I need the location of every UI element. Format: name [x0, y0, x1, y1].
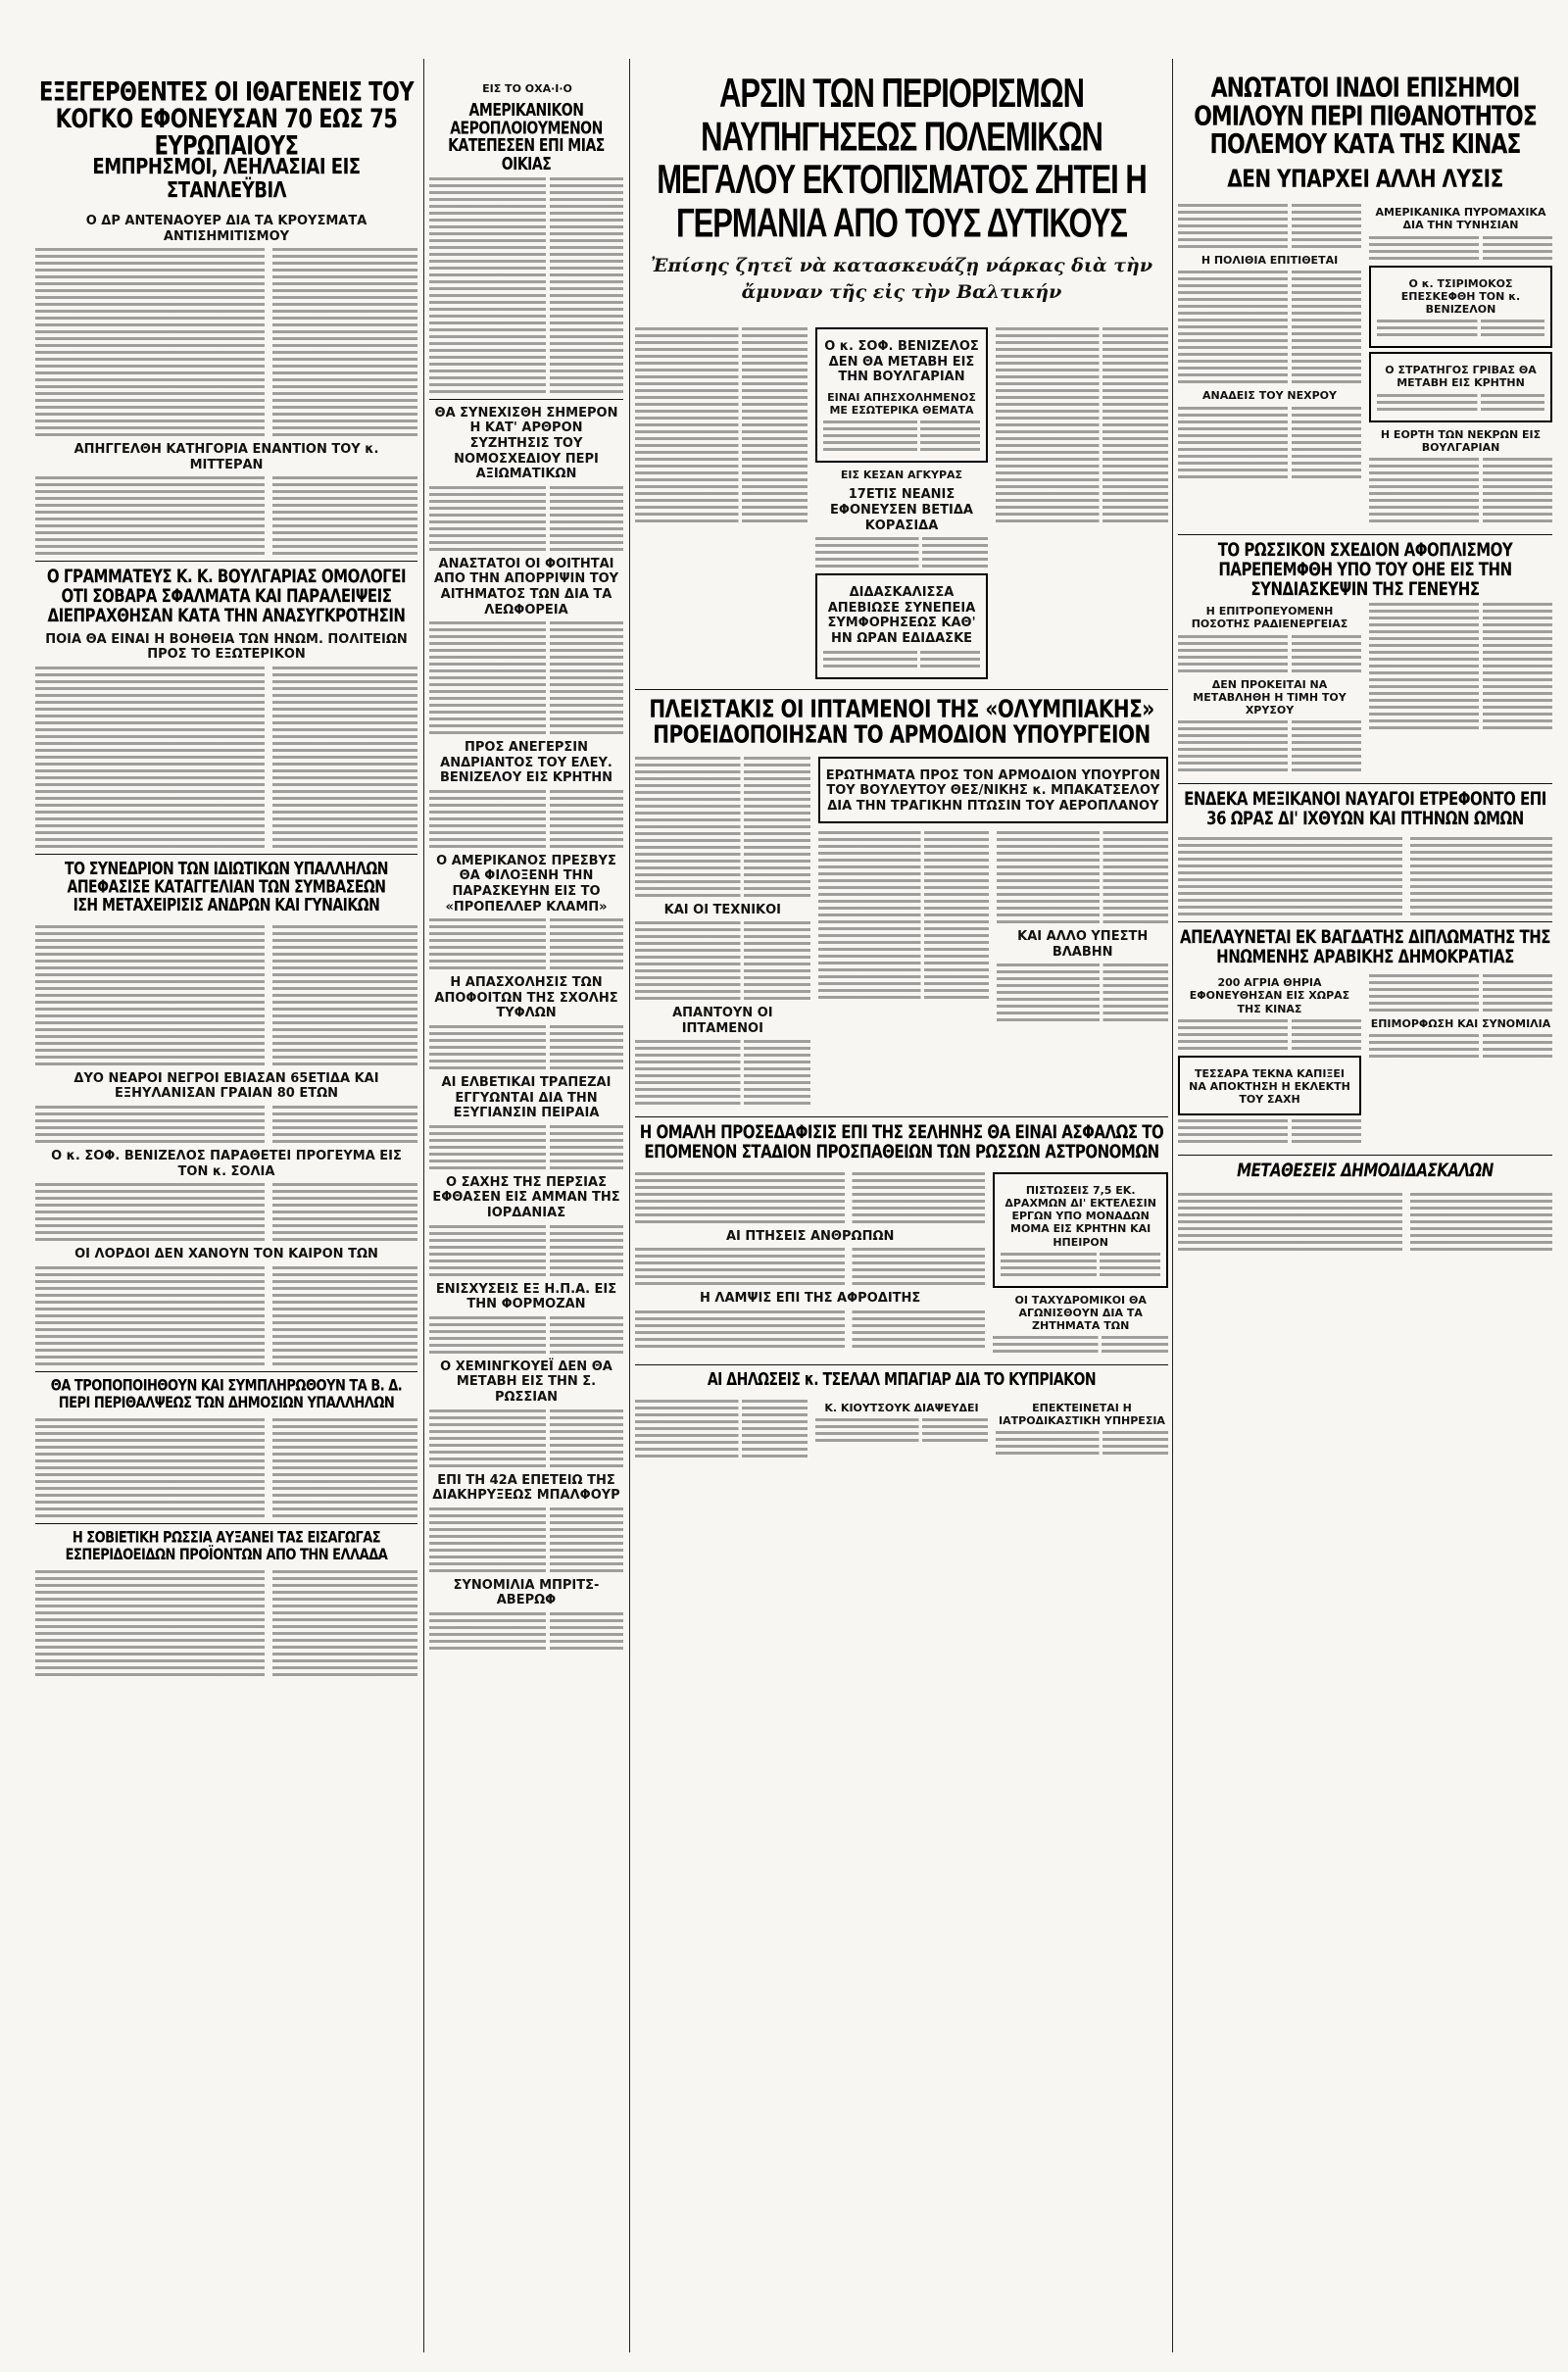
subhead: Η ΛΑΜΨΙΣ ΕΠΙ ΤΗΣ ΑΦΡΟΔΙΤΗΣ [700, 1291, 921, 1307]
article-body [823, 651, 980, 667]
article-body [1369, 458, 1552, 522]
kicker [431, 82, 623, 95]
subhead: ΑΠΗΓΓΕΛΘΗ ΚΑΤΗΓΟΡΙΑ ΕΝΑΝΤΙΟΝ ΤΟΥ κ. ΜΙΤΤΕΡΑΝ [74, 442, 379, 472]
headline: ΤΟ ΡΩΣΣΙΚΟΝ ΣΧΕΔΙΟΝ ΑΦΟΠΛΙΣΜΟΥ ΠΑΡΕΠΕΜΦΘΗ ΥΠΟ ΤΟΥ ΟΗΕ ΕΙΣ ΤΗΝ ΣΥΝΔΙΑΣΚΕΨΙΝ ΤΗΣ ΓΕΝΕΥΗΣ [1217, 538, 1513, 600]
article-body [815, 537, 988, 568]
column-2 [429, 102, 623, 2356]
article-body [429, 1612, 623, 1650]
headline: ΕΝΔΕΚΑ ΜΕΞΙΚΑΝΟΙ ΝΑΥΑΓΟΙ ΕΤΡΕΦΟΝΤΟ ΕΠΙ 36 ΩΡΑΣ ΔΙ' ΙΧΘΥΩΝ ΚΑΙ ΠΤΗΝΩΝ ΩΜΩΝ [1184, 787, 1546, 829]
boxed-story [815, 327, 988, 463]
article-body [823, 420, 980, 451]
subhead: 17ΕΤΙΣ ΝΕΑΝΙΣ ΕΦΟΝΕΥΣΕΝ ΒΕΤΙΔΑ ΚΟΡΑΣΙΔΑ [830, 487, 973, 533]
subhead: Ο κ. ΣΟΦ. ΒΕΝΙΖΕΛΟΣ ΠΑΡΑΘΕΤΕΙ ΠΡΟΓΕΥΜΑ ΕΙΣ ΤΟΝ κ. ΣΟΛΙΑ [51, 1148, 402, 1179]
article-body [1178, 204, 1361, 248]
article-body [1178, 1193, 1552, 1251]
article-body [1178, 407, 1361, 478]
article-body [1369, 603, 1552, 729]
boxed-story [818, 757, 1168, 824]
column-rule [629, 59, 630, 2352]
headline-sub: ΙΣΗ ΜΕΤΑΧΕΙΡΙΣΙΣ ΑΝΔΡΩΝ ΚΑΙ ΓΥΝΑΙΚΩΝ [73, 895, 380, 915]
subhead: ΑΙ ΕΛΒΕΤΙΚΑΙ ΤΡΑΠΕΖΑΙ ΕΓΓΥΩΝΤΑΙ ΔΙΑ ΤΗΝ ΕΞΥΓΙΑΝΣΙΝ ΠΕΙΡΑΙΑ [441, 1075, 612, 1121]
subhead: 200 ΑΓΡΙΑ ΘΗΡΙΑ ΕΦΟΝΕΥΘΗΣΑΝ ΕΙΣ ΧΩΡΑΣ ΤΗΣ ΚΙΝΑΣ [1189, 976, 1350, 1015]
subhead: ΚΑΙ ΑΛΛΟ ΥΠΕΣΤΗ ΒΛΑΒΗΝ [1017, 929, 1149, 960]
subcolumn [815, 323, 988, 683]
subhead: Ο ΑΜΕΡΙΚΑΝΟΣ ΠΡΕΣΒΥΣ ΘΑ ΦΙΛΟΞΕΝΗ ΤΗΝ ΠΑΡΑΣΚΕΥΗΝ ΕΙΣ ΤΟ «ΠΡΟΠΕΛΛΕΡ ΚΛΑΜΠ» [436, 853, 616, 914]
subcolumn [996, 323, 1168, 683]
subhead: ΟΙ ΛΟΡΔΟΙ ΔΕΝ ΧΑΝΟΥΝ ΤΟΝ ΚΑΙΡΟΝ ΤΩΝ [74, 1247, 378, 1262]
article-body [997, 831, 1168, 923]
subcolumn [1178, 599, 1361, 777]
subhead: ΕΝΙΣΧΥΣΕΙΣ ΕΞ Η.Π.Α. ΕΙΣ ΤΗΝ ΦΟΡΜΟΖΑΝ [435, 1281, 617, 1312]
article-body [635, 757, 810, 897]
subhead: ΑΝΑΔΕΙΣ ΤΟΥ ΝΕΧΡΟΥ [1202, 389, 1337, 403]
subhead: Η ΕΠΙΤΡΟΠΕΥΟΜΕΝΗ ΠΟΣΟΤΗΣ ΡΑΔΙΕΝΕΡΓΕΙΑΣ [1191, 605, 1348, 631]
article-body [993, 1336, 1168, 1353]
subhead: Η ΑΠΑΣΧΟΛΗΣΙΣ ΤΩΝ ΑΠΟΦΟΙΤΩΝ ΤΗΣ ΣΧΟΛΗΣ ΤΥΦΛΩΝ [434, 975, 618, 1021]
article-body [815, 1418, 988, 1442]
article-body [35, 1183, 417, 1241]
subcolumn [635, 1168, 985, 1359]
article-body [1377, 394, 1544, 411]
subhead: Ο κ. ΣΟΦ. ΒΕΝΙΖΕΛΟΣ ΔΕΝ ΘΑ ΜΕΤΑΒΗ ΕΙΣ ΤΗΝ ΒΟΥΛΓΑΡΙΑΝ [824, 339, 979, 385]
subcolumn [1369, 970, 1552, 1149]
article-body [35, 667, 417, 848]
subhead: ΟΙ ΤΑΧΥΔΡΟΜΙΚΟΙ ΘΑ ΑΓΩΝΙΣΘΟΥΝ ΔΙΑ ΤΑ ΖΗΤΗΜΑΤΑ ΤΩΝ [1014, 1293, 1147, 1333]
article-body [635, 1310, 985, 1348]
article-body [35, 1266, 417, 1365]
headline: ΑΝΩΤΑΤΟΙ ΙΝΔΟΙ ΕΠΙΣΗΜΟΙ ΟΜΙΛΟΥΝ ΠΕΡΙ ΠΙΘΑΝΟΤΗΤΟΣ ΠΟΛΕΜΟΥ ΚΑΤΑ ΤΗΣ ΚΙΝΑΣ [1194, 74, 1537, 161]
subhead: ΔΙΔΑΣΚΑΛΙΣΣΑ ΑΠΕΒΙΩΣΕ ΣΥΝΕΠΕΙΑ ΣΥΜΦΟΡΗΣΕΩΣ ΚΑΘ' ΗΝ ΩΡΑΝ ΕΔΙΔΑΣΚΕ [827, 585, 976, 646]
article-body [1178, 720, 1361, 771]
article-body [1178, 271, 1361, 383]
headline: Η ΟΜΑΛΗ ΠΡΟΣΕΔΑΦΙΣΙΣ ΕΠΙ ΤΗΣ ΣΕΛΗΝΗΣ ΘΑ ΕΙΝΑΙ ΑΣΦΑΛΩΣ ΤΟ ΕΠΟΜΕΝΟΝ ΣΤΑΔΙΟΝ ΠΡΟΣΠΑΘΕΙΩΝ ΤΩΝ ΡΩΣΣΩΝ ΑΣΤΡΟΝΟΜΩΝ [639, 1120, 1164, 1162]
headline: ΕΞΕΓΕΡΘΕΝΤΕΣ ΟΙ ΙΘΑΓΕΝΕΙΣ ΤΟΥ ΚΟΓΚΟ ΕΦΟΝΕΥΣΑΝ 70 ΕΩΣ 75 ΕΥΡΩΠΑΙΟΥΣ [38, 76, 415, 161]
subhead: ΑΠΑΝΤΟΥΝ ΟΙ ΙΠΤΑΜΕΝΟΙ [672, 1006, 773, 1036]
article-body [635, 1400, 808, 1458]
subcolumn [993, 1168, 1168, 1359]
subhead: ΤΕΣΣΑΡΑ ΤΕΚΝΑ ΚΑΠΙΞΕΙ ΝΑ ΑΠΟΚΤΗΣΗ Η ΕΚΛΕΚΤΗ ΤΟΥ ΣΑΧΗ [1189, 1066, 1350, 1107]
headline: Η ΣΟΒΙΕΤΙΚΗ ΡΩΣΣΙΑ ΑΥΞΑΝΕΙ ΤΑΣ ΕΙΣΑΓΩΓΑΣ ΕΣΠΕΡΙΔΟΕΙΔΩΝ ΠΡΟΪΟΝΤΩΝ ΑΠΟ ΤΗΝ ΕΛΛΑΔΑ [65, 1528, 388, 1564]
article-body [429, 790, 623, 848]
article-body [35, 1106, 417, 1143]
subhead: ΔΥΟ ΝΕΑΡΟΙ ΝΕΓΡΟΙ ΕΒΙΑΣΑΝ 65ΕΤΙΔΑ ΚΑΙ ΕΞΗΥΛΑΝΙΣΑΝ ΓΡΑΙΑΝ 80 ΕΤΩΝ [74, 1070, 379, 1102]
headline: ΠΛΕΙΣΤΑΚΙΣ ΟΙ ΙΠΤΑΜΕΝΟΙ ΤΗΣ «ΟΛΥΜΠΙΑΚΗΣ» ΠΡΟΕΙΔΟΠΟΙΗΣΑΝ ΤΟ ΑΡΜΟΔΙΟΝ ΥΠΟΥΡΓΕΙΟΝ [649, 693, 1154, 749]
headline: ΜΕΤΑΘΕΣΕΙΣ ΔΗΜΟΔΙΔΑΣΚΑΛΩΝ [1237, 1159, 1494, 1182]
subhead: ΕΡΩΤΗΜΑΤΑ ΠΡΟΣ ΤΟΝ ΑΡΜΟΔΙΟΝ ΥΠΟΥΡΓΟΝ ΤΟΥ ΒΟΥΛΕΥΤΟΥ ΘΕΣ/ΝΙΚΗΣ κ. ΜΠΑΚΑΤΣΕΛΟΥ ΔΙΑ ΤΗΝ ΤΡΑΓΙΚΗΝ ΠΤΩΣΙΝ ΤΟΥ ΑΕΡΟΠΛΑΝΟΥ [825, 767, 1160, 814]
subhead: ΠΡΟΣ ΑΝΕΓΕΡΣΙΝ ΑΝΔΡΙΑΝΤΟΣ ΤΟΥ ΕΛΕΥ. ΒΕΝΙΖΕΛΟΥ ΕΙΣ ΚΡΗΤΗΝ [439, 740, 613, 786]
article-body [429, 1225, 623, 1276]
subhead: ΑΝΑΣΤΑΤΟΙ ΟΙ ΦΟΙΤΗΤΑΙ ΑΠΟ ΤΗΝ ΑΠΟΡΡΙΨΙΝ ΤΟΥ ΑΙΤΗΜΑΤΟΣ ΤΩΝ ΔΙΑ ΤΑ ΛΕΩΦΟΡΕΙΑ [433, 556, 619, 618]
article-body [997, 964, 1168, 1021]
article-body [635, 1248, 985, 1285]
headline: ΤΟ ΣΥΝΕΔΡΙΟΝ ΤΩΝ ΙΔΙΩΤΙΚΩΝ ΥΠΑΛΛΗΛΩΝ ΑΠΕΦΑΣΙΣΕ ΚΑΤΑΓΓΕΛΙΑΝ ΤΩΝ ΣΥΜΒΑΣΕΩΝ [65, 859, 388, 897]
article-body [635, 1172, 985, 1223]
subhead: ΚΑΙ ΟΙ ΤΕΧΝΙΚΟΙ [663, 902, 782, 917]
subcolumn [635, 323, 808, 683]
subcolumn [635, 753, 810, 1112]
subhead: ΣΥΝΟΜΙΛΙΑ ΜΠΡΙΤΣ-ΑΒΕΡΩΦ [453, 1577, 600, 1608]
article-body [35, 1418, 417, 1517]
article-body [429, 1507, 623, 1572]
column-4 [1178, 74, 1552, 2358]
article-body [1178, 1119, 1361, 1143]
article-body [1369, 1034, 1552, 1058]
subhead: ΕΠΙ ΤΗ 42Α ΕΠΕΤΕΙΩ ΤΗΣ ΔΙΑΚΗΡΥΞΕΩΣ ΜΠΑΛΦΟΥΡ [432, 1472, 620, 1504]
headline: ΑΠΕΛΑΥΝΕΤΑΙ ΕΚ ΒΑΓΔΑΤΗΣ ΔΙΠΛΩΜΑΤΗΣ ΤΗΣ ΗΝΩΜΕΝΗΣ ΑΡΑΒΙΚΗΣ ΔΗΜΟΚΡΑΤΙΑΣ [1179, 925, 1551, 967]
article-body [429, 918, 623, 969]
subhead: ΔΕΝ ΠΡΟΚΕΙΤΑΙ ΝΑ ΜΕΤΑΒΛΗΘΗ Η ΤΙΜΗ ΤΟΥ ΧΡΥΣΟΥ [1193, 677, 1347, 717]
article-body [1178, 635, 1361, 672]
article-body [1178, 1019, 1361, 1050]
subhead: ΠΟΙΑ ΘΑ ΕΙΝΑΙ Η ΒΟΗΘΕΙΑ ΤΩΝ ΗΝΩΜ. ΠΟΛΙΤΕΙΩΝ ΠΡΟΣ ΤΟ ΕΞΩΤΕΡΙΚΟΝ [45, 631, 408, 663]
subhead: Η ΠΟΛΙΘΙΑ ΕΠΙΤΙΘΕΤΑΙ [1200, 254, 1339, 268]
article-body [35, 925, 417, 1065]
headline-sub: ΔΕΝ ΥΠΑΡΧΕΙ ΑΛΛΗ ΛΥΣΙΣ [1227, 163, 1503, 193]
article-body [1369, 974, 1552, 1012]
article-body [429, 486, 623, 551]
boxed-story [1178, 1056, 1361, 1116]
subhead: Κ. ΚΙΟΥΤΣΟΥΚ ΔΙΑΨΕΥΔΕΙ [824, 1401, 979, 1414]
subhead: Ο ΣΤΡΑΤΗΓΟΣ ΓΡΙΒΑΣ ΘΑ ΜΕΤΑΒΗ ΕΙΣ ΚΡΗΤΗΝ [1385, 364, 1537, 390]
article-body [35, 476, 417, 555]
subhead: ΕΠΕΚΤΕΙΝΕΤΑΙ Η ΙΑΤΡΟΔΙΚΑΣΤΙΚΗ ΥΠΗΡΕΣΙΑ [999, 1401, 1165, 1428]
subcolumn [1178, 970, 1361, 1149]
subhead: Ο κ. ΤΣΙΡΙΜΟΚΟΣ ΕΠΕΣΚΕΦΘΗ ΤΟΝ κ. ΒΕΝΙΖΕΛΟΝ [1400, 276, 1521, 317]
column-1 [35, 74, 417, 2358]
boxed-story [993, 1172, 1168, 1288]
article-body [429, 1316, 623, 1354]
subhead: ΑΙ ΠΤΗΣΕΙΣ ΑΝΘΡΩΠΩΝ [725, 1228, 895, 1244]
article-body [429, 1409, 623, 1467]
article-body [429, 1025, 623, 1069]
article-body [635, 327, 808, 522]
article-body [1001, 1253, 1160, 1276]
subhead: ΑΜΕΡΙΚΑΝΙΚΑ ΠΥΡΟΜΑΧΙΚΑ ΔΙΑ ΤΗΝ ΤΥΝΗΣΙΑΝ [1375, 206, 1546, 232]
article-body [35, 1570, 417, 1676]
subhead: Ο ΧΕΜΙΝΓΚΟΥΕΪ ΔΕΝ ΘΑ ΜΕΤΑΒΗ ΕΙΣ ΤΗΝ Σ. ΡΩΣΣΙΑΝ [440, 1359, 612, 1405]
article-body [1377, 320, 1544, 336]
subhead: Η ΕΟΡΤΗ ΤΩΝ ΝΕΚΡΩΝ ΕΙΣ ΒΟΥΛΓΑΡΙΑΝ [1380, 427, 1542, 454]
boxed-story [1369, 352, 1552, 421]
article-body [1178, 837, 1552, 915]
subhead: ΘΑ ΣΥΝΕΧΙΣΘΗ ΣΗΜΕΡΟΝ Η ΚΑΤ' ΑΡΘΡΟΝ ΣΥΖΗΤΗΣΙΣ ΤΟΥ ΝΟΜΟΣΧΕΔΙΟΥ ΠΕΡΙ ΑΞΙΩΜΑΤΙΚΩΝ [434, 405, 618, 482]
article-body [635, 1040, 810, 1105]
headline: ΘΑ ΤΡΟΠΟΠΟΙΗΘΟΥΝ ΚΑΙ ΣΥΜΠΛΗΡΩΘΟΥΝ ΤΑ Β. Δ. ΠΕΡΙ ΠΕΡΙΘΑΛΨΕΩΣ ΤΩΝ ΔΗΜΟΣΙΩΝ ΥΠΑΛΛΗΛΩΝ [50, 1376, 403, 1412]
boxed-story [1369, 266, 1552, 349]
subhead: ΕΙΣ ΚΕΣΑΝ ΑΓΚΥΡΑΣ [840, 469, 963, 482]
article-body [429, 1125, 623, 1169]
main-banner [635, 70, 1168, 246]
subhead: ΠΙΣΤΩΣΕΙΣ 7,5 ΕΚ. ΔΡΑΧΜΩΝ ΔΙ' ΕΚΤΕΛΕΣΙΝ ΕΡΓΩΝ ΥΠΟ ΜΟΝΑΔΩΝ ΜΟΜΑ ΕΙΣ ΚΡΗΤΗΝ ΚΑΙ ΗΠΕΙΡΟΝ [1004, 1183, 1156, 1249]
column-rule [423, 59, 424, 2352]
headline-sub: ΕΜΠΡΗΣΜΟΙ, ΛΕΗΛΑΣΙΑΙ ΕΙΣ ΣΤΑΝΛΕΫΒΙΛ [92, 154, 361, 204]
subcolumn [818, 753, 1168, 1112]
kicker-text: ΕΙΣ ΤΟ ΟΧΑ·Ι·Ο [482, 82, 572, 95]
subhead: ΕΙΝΑΙ ΑΠΗΣΧΟΛΗΜΕΝΟΣ ΜΕ ΕΣΩΤΕΡΙΚΑ ΘΕΜΑΤΑ [827, 390, 976, 417]
article-body [818, 831, 990, 999]
boxed-story [815, 573, 988, 678]
column-3 [635, 323, 1168, 2362]
banner-text: ΑΡΣΙΝ ΤΩΝ ΠΕΡΙΟΡΙΣΜΩΝ ΝΑΥΠΗΓΗΣΕΩΣ ΠΟΛΕΜΙΚΩΝ ΜΕΓΑΛΟΥ ΕΚΤΟΠΙΣΜΑΤΟΣ ΖΗΤΕΙ Η ΓΕΡΜΑΝΙΑ ΑΠΟ ΤΟΥΣ ΔΥΤΙΚΟΥΣ [657, 70, 1147, 246]
article-body [635, 921, 810, 1000]
article-body [429, 621, 623, 734]
subhead: Ο ΔΡ ΑΝΤΕΝΑΟΥΕΡ ΔΙΑ ΤΑ ΚΡΟΥΣΜΑΤΑ ΑΝΤΙΣΗΜΙΤΙΣΜΟΥ [85, 213, 368, 244]
subhead: Ο ΣΑΧΗΣ ΤΗΣ ΠΕΡΣΙΑΣ ΕΦΘΑΣΕΝ ΕΙΣ ΑΜΜΑΝ ΤΗΣ ΙΟΡΔΑΝΙΑΣ [432, 1174, 620, 1220]
article-body [1369, 236, 1552, 260]
headline: ΑΜΕΡΙΚΑΝΙΚΟΝ ΑΕΡΟΠΛΟΙΟΥΜΕΝΟΝ ΚΑΤΕΠΕΣΕΝ ΕΠΙ ΜΙΑΣ ΟΙΚΙΑΣ [448, 102, 605, 174]
column-rule [1172, 59, 1173, 2352]
article-body [996, 1431, 1168, 1455]
subcolumn [1369, 200, 1552, 528]
article-body [996, 327, 1168, 522]
headline: Ο ΓΡΑΜΜΑΤΕΥΣ Κ. Κ. ΒΟΥΛΓΑΡΙΑΣ ΟΜΟΛΟΓΕΙ ΟΤΙ ΣΟΒΑΡΑ ΣΦΑΛΜΑΤΑ ΚΑΙ ΠΑΡΑΛΕΙΨΕΙΣ ΔΙΕΠΡΑΧΘΗΣΑΝ ΚΑΤΑ ΤΗΝ ΑΝΑΣΥΓΚΡΟΤΗΣΙΝ [46, 565, 407, 626]
subhead: ΕΠΙΜΟΡΦΩΣΗ ΚΑΙ ΣΥΝΟΜΙΛΙΑ [1370, 1017, 1551, 1031]
banner-deck: Ἐπίσης ζητεῖ νὰ κατασκευάζῃ νάρκας διὰ τὴν ἄμυναν τῆς εἰς τὴν Βαλτικήν [650, 255, 1153, 303]
subcolumn [1178, 200, 1361, 528]
headline: ΑΙ ΔΗΛΩΣΕΙΣ κ. ΤΣΕΛΑΛ ΜΠΑΓΙΑΡ ΔΙΑ ΤΟ ΚΥΠΡΙΑΚΟΝ [707, 1370, 1097, 1391]
article-body [35, 248, 417, 436]
article-body [429, 177, 623, 393]
